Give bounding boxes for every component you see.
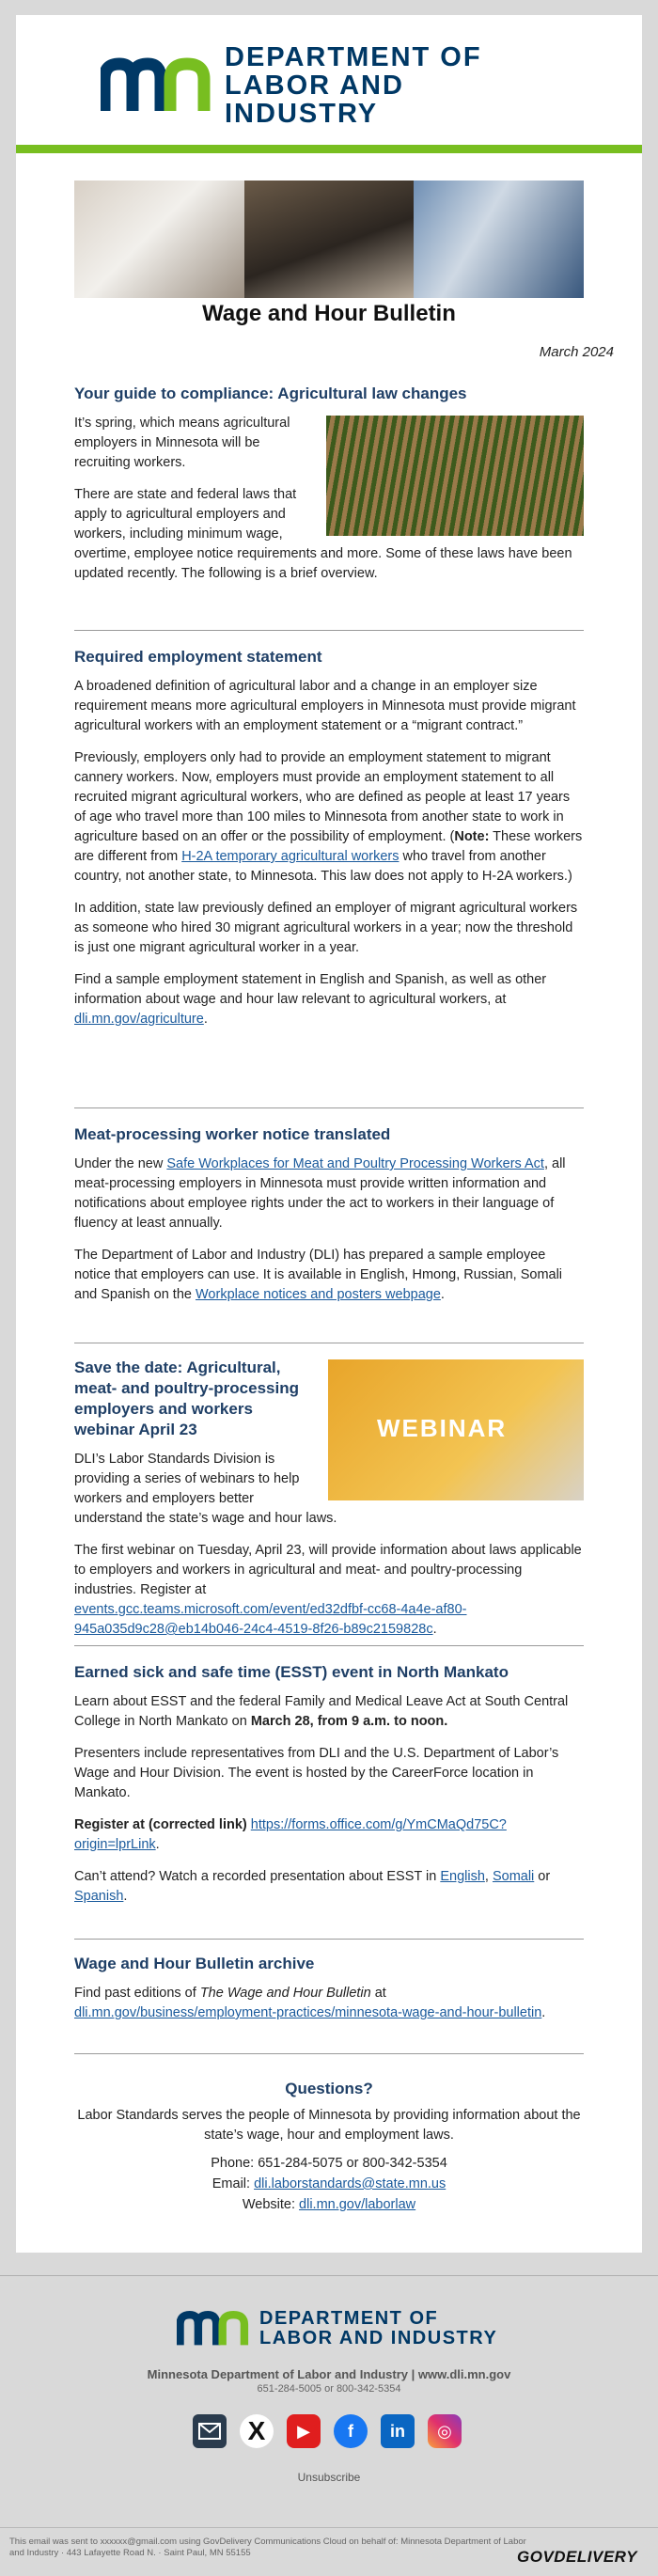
section-title: Your guide to compliance: Agricultural law changes (74, 385, 467, 402)
agriculture-link[interactable]: dli.mn.gov/agriculture (74, 1012, 204, 1027)
publication-name: The Wage and Hour Bulletin (199, 1986, 371, 2001)
email-icon[interactable] (193, 2414, 227, 2448)
questions-text: Labor Standards serves the people of Minnesota by providing information about the state’s wage, hour and employment laws. (77, 2108, 581, 2143)
website-link[interactable]: dli.mn.gov/laborlaw (299, 2197, 416, 2212)
text: Learn about ESST and the federal Family and Medical Leave Act at South Central College in North Mankato on (74, 1694, 569, 1729)
website-line (74, 2194, 584, 2215)
section-archive (74, 1954, 584, 2035)
housekeeper-photo (74, 181, 244, 298)
paragraph (74, 1246, 584, 1305)
footer-org-line: Minnesota Department of Labor and Industry | www.dli.mn.gov (147, 2367, 511, 2381)
paragraph: Presenters include representatives from DLI and the U.S. Department of Labor’s Wage and Hour Division. The event is hosted by the CareerForce location in Mankato. (74, 1746, 559, 1800)
office-worker-photo (244, 181, 415, 298)
facebook-icon[interactable]: f (334, 2414, 368, 2448)
email-card (16, 15, 642, 2253)
section-title: Required employment statement (74, 648, 322, 666)
section-divider (74, 1107, 584, 1108)
text: . (203, 1012, 208, 1027)
email-link[interactable]: dli.laborstandards@state.mn.us (254, 2176, 446, 2191)
email-label: Email: (212, 2176, 255, 2191)
section-meat-processing (74, 1124, 584, 1317)
note-label: Note: (454, 829, 490, 844)
paragraph (74, 1154, 584, 1233)
text: . (155, 1837, 160, 1852)
section-title: Wage and Hour Bulletin archive (74, 1955, 315, 1972)
section-webinar (74, 1358, 584, 1652)
text: Under the new (74, 1156, 167, 1171)
phone-line (74, 2153, 584, 2174)
linkedin-icon[interactable]: in (381, 2414, 415, 2448)
section-title: Meat-processing worker notice translated (74, 1125, 391, 1143)
event-time: March 28, from 9 a.m. to noon. (250, 1714, 448, 1729)
bulletin-title: Wage and Hour Bulletin (202, 301, 456, 326)
register-label: Register at (corrected link) (74, 1817, 247, 1832)
logo-line-2: LABOR AND INDUSTRY (259, 2328, 498, 2348)
spanish-recording-link[interactable]: Spanish (74, 1889, 124, 1904)
paragraph (74, 748, 584, 887)
paragraph (74, 1867, 584, 1907)
logo-line-1: DEPARTMENT OF (225, 42, 482, 72)
paragraph (74, 1541, 584, 1640)
section-divider (74, 1645, 584, 1646)
text: Find a sample employment statement in English and Spanish, as well as other information about wage and hour law relevant to agricultural workers, at (74, 972, 547, 1007)
unsubscribe-link[interactable]: Unsubscribe (297, 2471, 361, 2484)
text: . (541, 2005, 546, 2020)
text: at (370, 1986, 386, 2001)
webinar-registration-link[interactable]: events.gcc.teams.microsoft.com/event/ed32dfbf-cc68-4a4e-af80-945a035d9c28@eb14b046-24c4-4519-8f26-b89c2159828c (74, 1602, 467, 1637)
logo-text (225, 43, 552, 128)
webinar-image (328, 1359, 584, 1500)
english-recording-link[interactable]: English (440, 1869, 485, 1884)
banner-photos (74, 181, 584, 298)
text: Find past editions of (74, 1986, 200, 2001)
text: . (440, 1287, 445, 1302)
website-label: Website: (242, 2197, 300, 2212)
logo-text (259, 2309, 497, 2348)
paragraph: In addition, state law previously defined an employer of migrant agricultural workers as someone who hired 30 migrant agricultural workers in a year; now the threshold is just one migrant agricultural worker in a year. (74, 901, 578, 955)
footer-divider (0, 2275, 658, 2276)
bottom-divider (0, 2527, 658, 2528)
text: . (123, 1889, 128, 1904)
footer-phones: 651-284-5005 or 800-342-5354 (257, 2383, 401, 2395)
footer-logo[interactable] (177, 2309, 497, 2348)
safe-workplaces-act-link[interactable]: Safe Workplaces for Meat and Poultry Processing Workers Act (166, 1156, 544, 1171)
paragraph (74, 1692, 584, 1732)
phone-number: 651-284-5075 or 800-342-5354 (258, 2156, 447, 2171)
text: Can’t attend? Watch a recorded presentation about ESST in (74, 1869, 441, 1884)
email-line (74, 2174, 584, 2194)
archive-link[interactable]: dli.mn.gov/business/employment-practices/minnesota-wage-and-hour-bulletin (74, 2005, 542, 2020)
section-employment-statement (74, 647, 584, 1042)
webinar-image-label: WEBINAR (377, 1414, 508, 1442)
phone-label: Phone: (211, 2156, 258, 2171)
text: who travel from another country, not another state, to Minnesota. This law does not apply to H-2A workers.) (74, 849, 572, 884)
logo-line-2: LABOR AND INDUSTRY (225, 71, 404, 129)
section-title: Earned sick and safe time (ESST) event in North Mankato (74, 1663, 509, 1681)
text: The first webinar on Tuesday, April 23, will provide information about laws applicable to employers and workers in agricultural and meat- and poultry-processing industries. Register at (74, 1543, 582, 1597)
social-links (193, 2414, 462, 2448)
logo-line-1: DEPARTMENT OF (259, 2308, 439, 2329)
crop-field-photo (326, 416, 584, 536)
x-twitter-icon[interactable]: X (240, 2414, 274, 2448)
h2a-link[interactable]: H-2A temporary agricultural workers (181, 849, 400, 864)
dli-logo[interactable] (101, 42, 552, 129)
text: or (534, 1869, 551, 1884)
mn-logo-icon (177, 2310, 250, 2348)
paragraph: It’s spring, which means agricultural employers in Minnesota will be recruiting workers. (74, 416, 290, 470)
esst-registration-link[interactable]: https://forms.office.com/g/YmCMaQd75C?origin=lprLink (74, 1817, 507, 1852)
text: , all meat-processing employers in Minnesota must provide written information and notifications about employee rights under the act to workers in their language of fluency at least annually. (74, 1156, 566, 1231)
paragraph: DLI’s Labor Standards Division is providing a series of webinars to help workers and employers better understand the state’s wage and hour laws. (74, 1452, 337, 1526)
section-divider (74, 2053, 584, 2054)
paragraph: There are state and federal laws that apply to agricultural employers and workers, including minimum wage, overtime, employee notice requirements and more. Some of these laws have been updated recently. The following is a brief overview. (74, 487, 572, 581)
issue-date: March 2024 (539, 344, 614, 360)
section-agricultural-law (74, 384, 584, 596)
section-divider (74, 630, 584, 631)
text: , (484, 1869, 493, 1884)
construction-worker-photo (414, 181, 584, 298)
youtube-icon[interactable]: ▶ (287, 2414, 321, 2448)
section-esst-event (74, 1662, 584, 1919)
paragraph (74, 1984, 584, 2023)
text: . (432, 1622, 437, 1637)
paragraph (74, 970, 584, 1029)
paragraph: A broadened definition of agricultural labor and a change in an employer size requirement means more agricultural employers in Minnesota must provide migrant agricultural workers with an employment statement or a “migrant contract.” (74, 679, 576, 733)
paragraph (74, 1815, 584, 1855)
text: These workers are different from (74, 829, 583, 864)
questions-block (74, 2080, 584, 2215)
workplace-notices-link[interactable]: Workplace notices and posters webpage (196, 1287, 441, 1302)
somali-recording-link[interactable]: Somali (492, 1869, 535, 1884)
instagram-icon[interactable]: ◎ (428, 2414, 462, 2448)
mn-logo-icon (101, 56, 212, 115)
questions-title: Questions? (285, 2080, 373, 2097)
text: Previously, employers only had to provide an employment statement to migrant cannery workers. Now, employers must provide an employment statement to all recruited migrant agricultural workers, who are defined as people at least 17 years of age who travel more than 100 miles to Minnesota from another state to work in agriculture based on an offer or the possibility of employment. ( (74, 750, 571, 844)
green-divider (16, 145, 642, 153)
govdelivery-logo[interactable]: GOVDELIVERY (517, 2548, 637, 2566)
fine-print: This email was sent to xxxxxx@gmail.com using GovDelivery Communications Cloud on behalf of: Minnesota Department of Labor and Industry · 443 Lafayette Road N. · Saint Paul, MN 55155 (9, 2537, 526, 2558)
section-title: Save the date: Agricultural, meat- and poultry-processing employers and workers webinar April 23 (74, 1359, 299, 1438)
section-divider (74, 1939, 584, 1940)
text: The Department of Labor and Industry (DLI) has prepared a sample employee notice that employers can use. It is available in English, Hmong, Russian, Somali and Spanish on the (74, 1248, 563, 1302)
